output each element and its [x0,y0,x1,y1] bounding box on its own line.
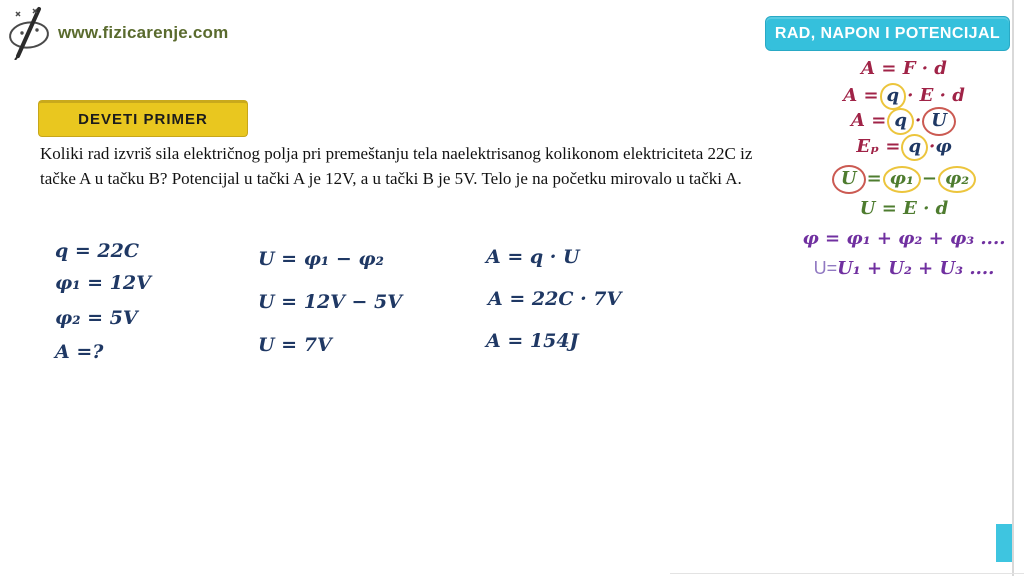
formula-part-circled: φ₁ [883,166,921,193]
formula-part-circled: q [901,134,928,161]
formula-part: · [929,136,936,157]
bottom-right-accent [996,524,1012,562]
formula-part-circled: U [832,165,866,194]
topic-badge: RAD, NAPON I POTENCIJAL [765,16,1010,51]
formula-part-circled: U [922,107,956,136]
solution-u-step3: U = 7V [258,334,332,356]
pencil-face-logo-icon [6,6,50,60]
site-url: www.fizicarenje.com [58,23,229,42]
formula-part: · E · d [907,85,965,106]
given-q: q = 22C [55,240,139,262]
formula-part: = [866,168,882,189]
sidebar-formula-aqed [795,83,1013,110]
sidebar-formula-afd: A = F · d [861,58,947,79]
solution-a-step2: A = 22C · 7V [488,288,622,310]
formula-part: U= [813,258,838,278]
formula-part-circled: φ₂ [938,166,976,193]
formula-part: Eₚ = [856,136,901,157]
brand [6,6,228,60]
sidebar-formula-epqphi [795,134,1013,161]
given-phi2: φ₂ = 5V [55,307,138,329]
sidebar-formula-uphi [795,165,1013,194]
formula-part: A = [851,110,887,131]
solution-a-step3: A = 154J [486,330,579,352]
bottom-divider-line [670,573,1024,574]
formula-part: φ [935,136,952,157]
formula-part: − [921,168,937,189]
formula-part: · [914,110,922,131]
example-title-box: DEVETI PRIMER [38,100,248,137]
solution-u-step1: U = φ₁ − φ₂ [258,248,384,270]
sidebar-formula-usum [795,258,1013,279]
solution-a-step1: A = q · U [486,246,580,268]
given-a: A =? [55,341,104,363]
problem-text: Koliki rad izvriš sila električnog polja pri premeštanju tela naelektrisanog kolikonom elektriciteta 22C iz tačke A u tačku B? Potencijal u tački A je 12V, a u tački B je 5V. Telo je na početku mirovalo u tački A. [40,144,753,188]
sidebar-formula-phisum: φ = φ₁ + φ₂ + φ₃ .... [802,228,1006,249]
solution-u-step2: U = 12V − 5V [258,291,403,313]
given-phi1: φ₁ = 12V [55,272,151,294]
sidebar-formula-ued: U = E · d [859,198,949,219]
formula-part: A = [843,85,879,106]
formula-part-circled: q [887,108,914,135]
formula-part-circled: q [880,83,907,110]
sidebar-formula-aqu [795,107,1013,136]
formula-part: U₁ + U₂ + U₃ .... [837,258,995,279]
